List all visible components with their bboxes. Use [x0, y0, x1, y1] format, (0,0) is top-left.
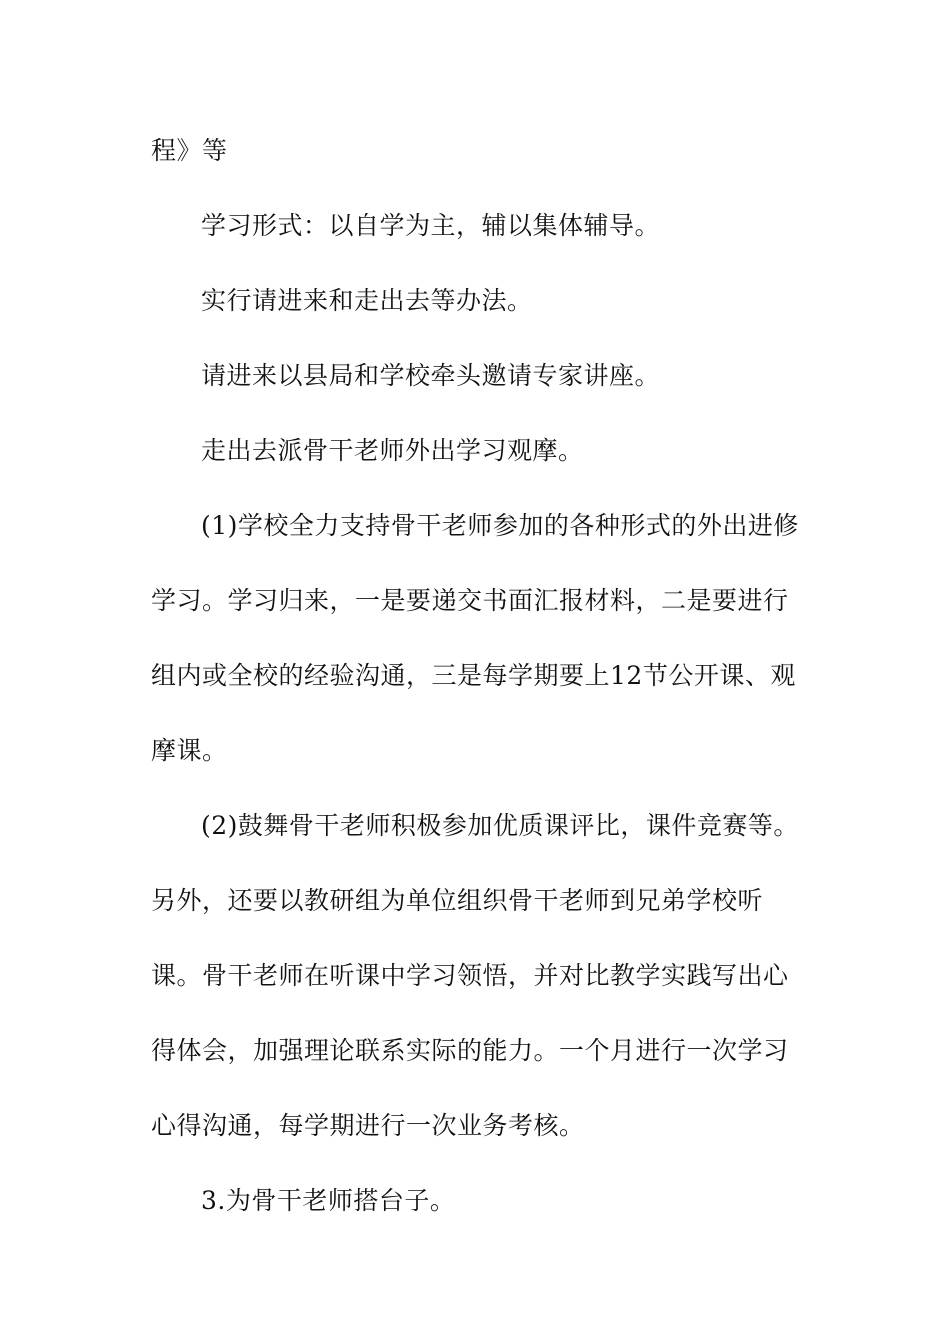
text-line: 学习。学习归来，一是要递交书面汇报材料，二是要进行 — [151, 586, 789, 615]
text-line: 另外，还要以教研组为单位组织骨干老师到兄弟学校听 — [151, 886, 764, 915]
text-line: 课。骨干老师在听课中学习领悟，并对比教学实践写出心 — [151, 961, 789, 990]
text-line: 3.为骨干老师搭台子。 — [201, 1186, 456, 1215]
text-line: (1)学校全力支持骨干老师参加的各种形式的外出进修 — [201, 511, 799, 540]
text-line: 摩课。 — [151, 736, 228, 765]
text-line: 得体会，加强理论联系实际的能力。一个月进行一次学习 — [151, 1036, 789, 1065]
text-line: 心得沟通，每学期进行一次业务考核。 — [151, 1111, 585, 1140]
text-line: 学习形式：以自学为主，辅以集体辅导。 — [201, 211, 661, 240]
text-line: (2)鼓舞骨干老师积极参加优质课评比，课件竞赛等。 — [201, 811, 799, 840]
text-line: 实行请进来和走出去等办法。 — [201, 286, 533, 315]
text-line: 请进来以县局和学校牵头邀请专家讲座。 — [201, 361, 661, 390]
text-line: 组内或全校的经验沟通，三是每学期要上12节公开课、观 — [151, 661, 796, 690]
text-line: 程》等 — [151, 136, 228, 165]
text-line: 走出去派骨干老师外出学习观摩。 — [201, 436, 584, 465]
